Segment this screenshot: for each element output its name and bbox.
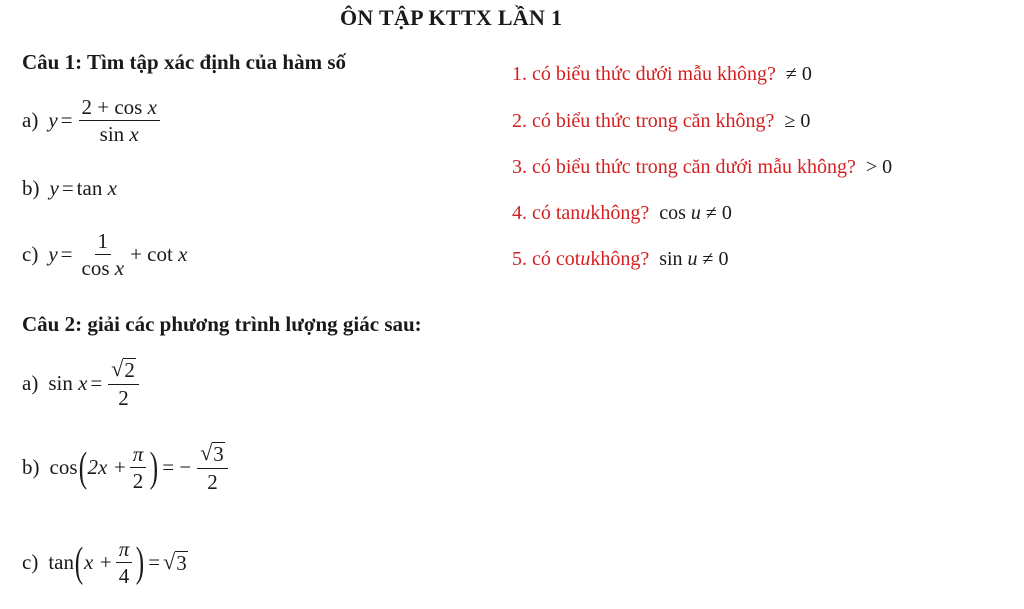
page-title: ÔN TẬP KTTX LẦN 1 (340, 5, 563, 30)
note-5: 5. có cot u không? sin u ≠ 0 (512, 248, 729, 270)
sqrt: √ 2 (111, 356, 135, 382)
fraction: $\frac{1}{\text{cos x}}$ (81, 229, 125, 281)
question-1-heading: Câu 1: Tìm tập xác định của hàm số (22, 50, 347, 74)
fraction: √ 3 2 (197, 442, 228, 493)
fraction: √ 2 2 (108, 358, 139, 409)
item-label: c) (22, 242, 39, 267)
fraction: $\frac{\pi}{4}$ (116, 538, 133, 587)
sqrt: √ 3 (200, 440, 224, 466)
item-label: b) (22, 455, 40, 480)
question-2-heading: Câu 2: giải các phương trình lượng giác sau: (22, 312, 422, 336)
fraction: $\frac{\text{2 + cos x}}{\text{sin x}}$ (79, 96, 160, 145)
note-2: 2. có biểu thức trong căn không? ≥ 0 (512, 110, 811, 132)
item-label: a) (22, 371, 39, 396)
note-4: 4. có tan u không? cos u ≠ 0 (512, 202, 732, 224)
q1-item-c: c) y = $\frac{1}{\text{cos x}}$ + cot x (22, 229, 188, 281)
q2-item-a: a) sin x = √ 2 2 (22, 358, 142, 409)
q2-item-b: b) cos ( 2x + $\frac{\pi}{2}$ ) = − √ 3 2 (22, 442, 231, 493)
sqrt: √ 3 (163, 548, 187, 575)
item-label: c) (22, 550, 39, 575)
note-1: 1. có biểu thức dưới mẫu không? ≠ 0 (512, 63, 812, 85)
q1-item-b: b) y = tan x (22, 176, 117, 200)
fraction: $\frac{\pi}{2}$ (130, 443, 147, 492)
q1-item-a: a) y = $\frac{\text{2 + cos x}}{\text{sin x}}$ (22, 96, 163, 145)
item-label: b) (22, 176, 40, 200)
note-3: 3. có biểu thức trong căn dưới mẫu không? > 0 (512, 156, 893, 178)
q2-item-c: c) tan ( x + $\frac{\pi}{4}$ ) = √ 3 (22, 537, 187, 589)
item-label: a) (22, 108, 39, 133)
